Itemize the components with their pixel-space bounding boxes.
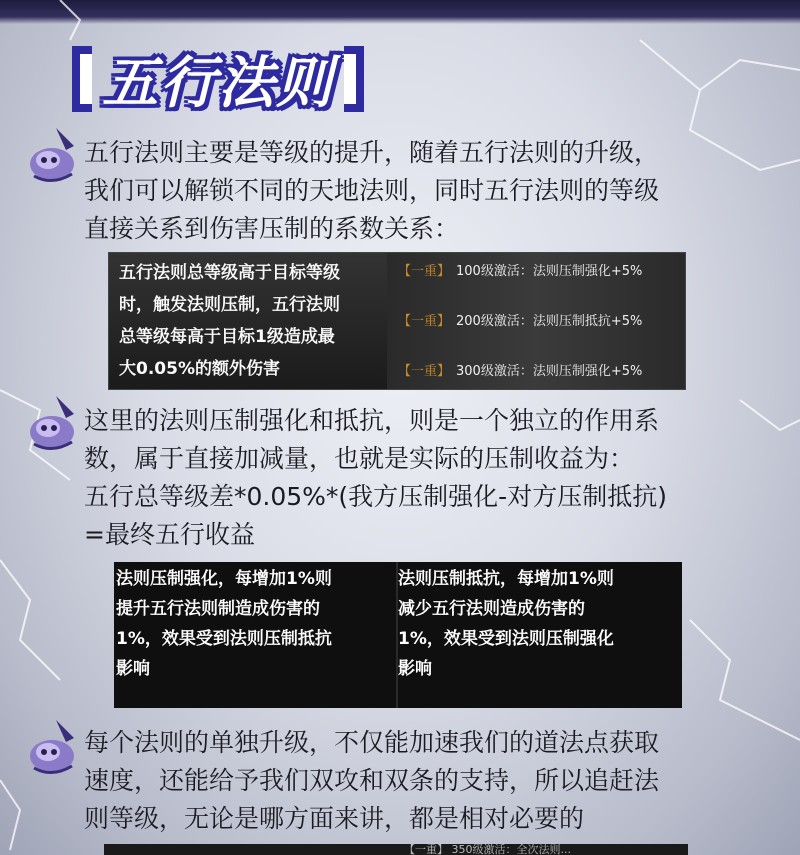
- level-text: 200级激活：法则压制抵抗+5%: [456, 314, 643, 329]
- level-tag: 【一重】: [398, 364, 451, 379]
- level-bonus-row: [398, 310, 642, 329]
- level-text: 300级激活：法则压制强化+5%: [456, 364, 643, 379]
- law-description: [109, 253, 387, 389]
- suppression-strength-text: [116, 564, 396, 684]
- text-line: 影响: [398, 659, 432, 679]
- paragraph-1: [84, 134, 659, 248]
- description-line: 五行法则总等级高于目标等级: [119, 263, 340, 283]
- paragraph-line: =最终五行收益: [84, 520, 255, 549]
- top-banner: [0, 0, 800, 24]
- bracket-right: [344, 46, 364, 112]
- text-line: 影响: [116, 659, 150, 679]
- title-text: 五行法则: [102, 51, 334, 116]
- paragraph-line: 速度，还能给予我们双攻和双条的支持，所以追赶法: [84, 766, 660, 795]
- text-line: 法则压制强化，每增加1%则: [116, 569, 332, 589]
- paragraph-line: 每个法则的单独升级，不仅能加速我们的道法点获取: [84, 728, 660, 757]
- description-line: 大0.05%的额外伤害: [119, 359, 280, 379]
- mascot-icon: [26, 392, 82, 452]
- paragraph-line: 数，属于直接加减量，也就是实际的压制收益为：: [84, 444, 635, 473]
- paragraph-line: 这里的法则压制强化和抵抗，则是一个独立的作用系: [84, 406, 660, 435]
- paragraph-3: [84, 724, 659, 838]
- paragraph-line: 五行法则主要是等级的提升，随着五行法则的升级，: [84, 138, 660, 167]
- paragraph-line: 五行总等级差*0.05%*(我方压制强化-对方压制抵抗): [84, 482, 667, 511]
- paragraph-line: 直接关系到伤害压制的系数关系：: [84, 214, 460, 243]
- paragraph-line: 则等级，无论是哪方面来讲，都是相对必要的: [84, 804, 585, 833]
- suppression-screenshot: [114, 562, 682, 708]
- bracket-left: [72, 46, 92, 112]
- level-text: 【一重】 350级激活：全次法则...: [404, 844, 571, 855]
- level-bonus-row: [398, 360, 642, 379]
- text-line: 法则压制抵抗，每增加1%则: [398, 569, 614, 589]
- text-line: 提升五行法则制造成伤害的: [116, 599, 320, 619]
- paragraph-2: [84, 402, 667, 554]
- mascot-icon: [26, 716, 82, 776]
- description-line: 时，触发法则压制，五行法则: [119, 295, 340, 315]
- section-title: [72, 40, 364, 118]
- level-bonus-row: [398, 260, 642, 279]
- text-line: 1%，效果受到法则压制抵抗: [116, 629, 332, 649]
- level-tag: 【一重】: [398, 264, 451, 279]
- paragraph-line: 我们可以解锁不同的天地法则，同时五行法则的等级: [84, 176, 660, 205]
- level-tag: 【一重】: [398, 314, 451, 329]
- text-line: 1%，效果受到法则压制强化: [398, 629, 614, 649]
- description-line: 总等级每高于目标1级造成最: [119, 327, 335, 347]
- text-line: 减少五行法则造成伤害的: [398, 599, 585, 619]
- next-screenshot-partial: [104, 844, 688, 855]
- level-text: 100级激活：法则压制强化+5%: [456, 264, 643, 279]
- suppression-resist-text: [398, 564, 678, 684]
- mascot-icon: [26, 124, 82, 184]
